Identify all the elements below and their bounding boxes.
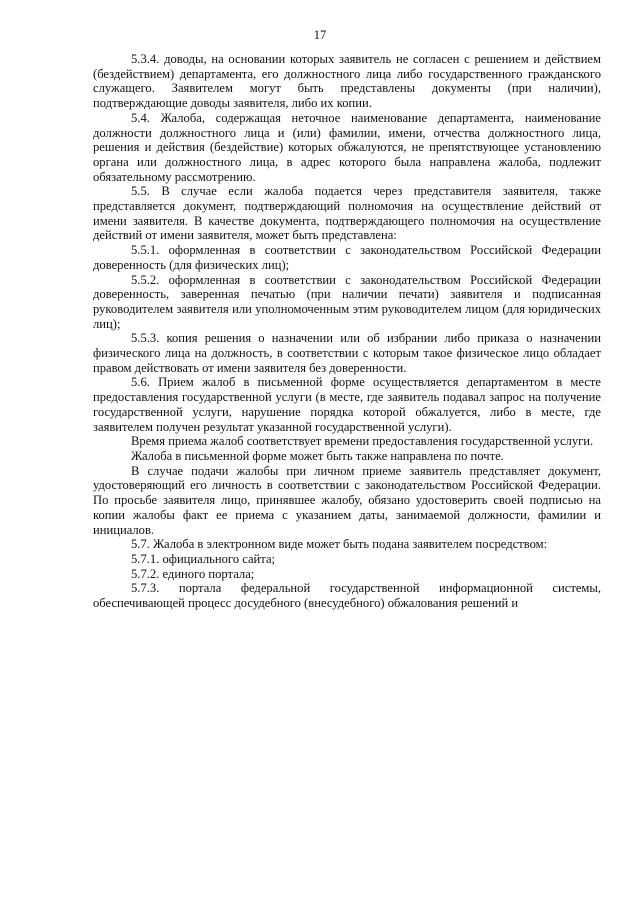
paragraph-5-5-2: 5.5.2. оформленная в соответствии с законодательством Российской Федерации доверенность, заверенная печатью (при наличии печати) заявителя и подписанная руководителем заявителя или уполномоченным этим руководителем лицом (для юридических лиц);: [93, 272, 601, 331]
paragraph-personal-reception: В случае подачи жалобы при личном приеме заявитель представляет документ, удостоверяющий его личность в соответствии с законодательством Российской Федерации. По просьбе заявителя лицо, принявшее жалобу, обязано удостоверить своей подписью на копии жалобы факт ее приема с указанием даты, занимаемой должности, фамилии и инициалов.: [93, 463, 601, 537]
paragraph-5-5-3: 5.5.3. копия решения о назначении или об избрании либо приказа о назначении физического лица на должность, в соответствии с которым такое физическое лицо обладает правом действовать от имени заявителя без доверенности.: [93, 331, 601, 375]
paragraph-5-6: 5.6. Прием жалоб в письменной форме осуществляется департаментом в месте предоставления государственной услуги (в месте, где заявитель подавал запрос на получение государственной услуги, нарушение порядка которой обжалуется, либо в месте, где заявителем получен результат указанной государственной услуги).: [93, 375, 601, 434]
paragraph-5-5-1: 5.5.1. оформленная в соответствии с законодательством Российской Федерации доверенность (для физических лиц);: [93, 243, 601, 272]
paragraph-reception-time: Время приема жалоб соответствует времени предоставления государственной услуги.: [131, 434, 594, 449]
paragraph-5-7-3: 5.7.3. портала федеральной государственной информационной системы, обеспечивающей процесс досудебного (внесудебного) обжалования решений и: [93, 581, 601, 611]
paragraph-5-5: 5.5. В случае если жалоба подается через представителя заявителя, также представляется документ, подтверждающий полномочия на осуществление действий от имени заявителя. В качестве документа, подтверждающего полномочия на осуществление действий от имени заявителя, может быть представлена:: [93, 184, 601, 243]
paragraph-5-3-4: 5.3.4. доводы, на основании которых заявитель не согласен с решением и действием (бездействием) департамента, его должностного лица либо государственного гражданского служащего. Заявителем могут быть представлены документы (при наличии), подтверждающие доводы заявителя, либо их копии.: [93, 52, 601, 111]
document-body: [93, 52, 601, 611]
paragraph-5-4: 5.4. Жалоба, содержащая неточное наименование департамента, наименование должности должностного лица и (или) фамилии, имени, отчества должностного лица, решения и действия (бездействие) которых обжалуются, не препятствующее установлению органа или должностного лица, в адрес которого была направлена жалоба, подлежит обязательному рассмотрению.: [93, 110, 601, 184]
paragraph-postal-submission: Жалоба в письменной форме может быть также направлена по почте.: [131, 448, 504, 463]
paragraph-5-7: 5.7. Жалоба в электронном виде может быть подана заявителем посредством:: [131, 537, 548, 552]
paragraph-5-7-1: 5.7.1. официального сайта;: [131, 551, 276, 566]
paragraph-5-7-2: 5.7.2. единого портала;: [131, 566, 255, 581]
page-number: 17: [313, 28, 327, 42]
